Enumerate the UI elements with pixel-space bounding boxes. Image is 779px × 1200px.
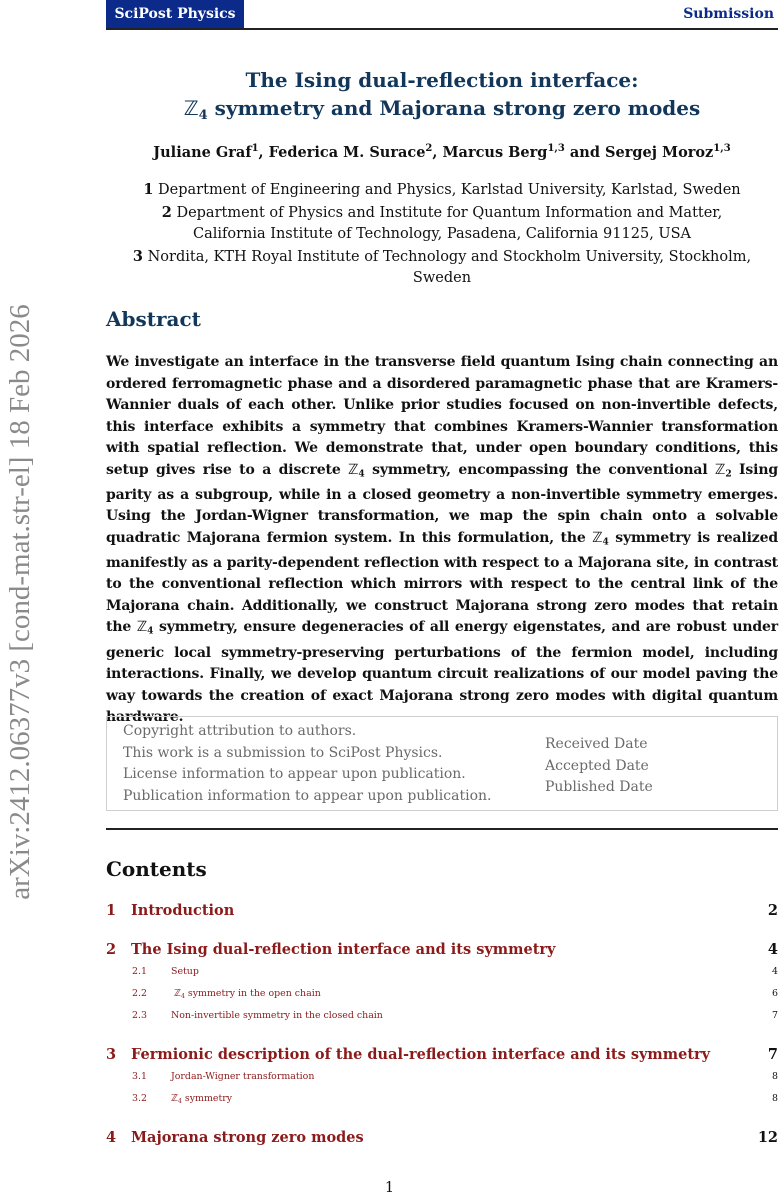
author-name[interactable]: Sergej Moroz (605, 143, 714, 161)
table-of-contents (106, 900, 778, 1149)
affiliation-text: Nordita, KTH Royal Institute of Technology and Stockholm University, Stockholm, Sweden (147, 248, 752, 286)
header-rule (106, 28, 778, 30)
toc-number: 4 (106, 1129, 117, 1146)
toc-entry-3[interactable] (106, 1044, 778, 1066)
toc-entry-4[interactable] (106, 1127, 778, 1149)
affiliation-number: 1 (143, 181, 154, 198)
abstract-text: Ising parity as a subgroup, while in a closed geometry a non-invertible symmetry emerges. Using the Jordan-Wigner transformation, we map the spin chain onto a solvable quadratic Majorana fermion system. In this formulation, the (106, 461, 778, 546)
toc-entry-3-2[interactable] (106, 1088, 778, 1110)
z-subscript: 4 (178, 1097, 182, 1105)
author-list (106, 138, 778, 164)
publication-line: Publication information to appear upon publication. (123, 787, 492, 804)
toc-page: 8 (772, 1071, 778, 1082)
accepted-date: Accepted Date (545, 757, 649, 774)
contents-heading: Contents (106, 857, 207, 881)
toc-page: 2 (767, 902, 778, 919)
abstract-text: We investigate an interface in the transverse field quantum Ising chain connecting an ordered ferromagnetic phase and a disordered paramagnetic phase that are Kramers-Wannier duals of each other. Unlike prior studies focused on non-invertible defects, this interface exhibits a symmetry that combines Kramers-Wannier transformation with spatial reflection. We demonstrate that, under open boundary conditions, this setup gives rise to a discrete (106, 354, 778, 478)
license-line: License information to appear upon publication. (123, 766, 466, 782)
toc-label[interactable]: Non-invertible symmetry in the closed chain (171, 1010, 383, 1021)
section-divider (106, 828, 778, 830)
toc-label[interactable]: Jordan-Wigner transformation (171, 1071, 315, 1082)
z-subscript: 4 (602, 536, 609, 548)
toc-entry-2-1[interactable] (106, 961, 778, 983)
z-subscript: 2 (725, 468, 732, 480)
title-line-2 (106, 94, 778, 130)
z-subscript: 4 (198, 107, 208, 123)
author-name[interactable]: Juliane Graf (153, 143, 252, 161)
author-name[interactable]: Marcus Berg (442, 143, 548, 161)
toc-entry-2-2[interactable] (106, 983, 778, 1005)
title-line-2-text: symmetry and Majorana strong zero modes (207, 96, 701, 120)
toc-number: 3.2 (132, 1093, 147, 1104)
toc-page: 4 (767, 941, 778, 958)
abstract-heading: Abstract (106, 307, 201, 331)
abstract-text: symmetry, ensure degeneracies of all energy eigenstates, and are robust under generic local symmetry-preserving perturbations of the fermion model, including interactions. Finally, we develop quantum circuit realizations of our model paving the way towards the creation of exact Majorana strong zero modes with digital quantum hardware. (106, 619, 778, 726)
z-symbol: ℤ (592, 529, 603, 546)
toc-label[interactable]: Setup (171, 966, 199, 977)
toc-label[interactable]: The Ising dual-reflection interface and its symmetry (131, 941, 556, 958)
toc-page: 7 (767, 1046, 778, 1063)
author-separator: , (258, 143, 269, 161)
toc-number: 3 (106, 1046, 117, 1063)
toc-page: 7 (772, 1010, 778, 1021)
title-line-1: The Ising dual-reflection interface: (245, 68, 639, 92)
toc-entry-2[interactable] (106, 939, 778, 961)
abstract-body (106, 352, 778, 729)
affiliation-text: Department of Physics and Institute for Quantum Information and Matter, California Institute of Technology, Pasadena, California 91125, USA (176, 204, 723, 242)
affiliation-item (106, 246, 778, 290)
z-symbol: ℤ (174, 988, 182, 999)
paper-title (106, 66, 778, 130)
z-symbol: ℤ (171, 1093, 179, 1104)
affiliations (106, 179, 778, 290)
toc-number: 2.1 (132, 966, 147, 977)
z-symbol: ℤ (715, 461, 726, 478)
author-name[interactable]: Federica M. Surace (268, 143, 426, 161)
affiliation-number: 3 (132, 247, 143, 265)
page-number: 1 (384, 1180, 395, 1196)
received-date: Received Date (545, 736, 648, 752)
author-affiliation-mark: 2 (425, 143, 433, 154)
toc-entry-3-1[interactable] (106, 1066, 778, 1088)
published-date: Published Date (545, 779, 653, 795)
z-symbol: ℤ (348, 461, 359, 478)
affiliation-number: 2 (161, 203, 172, 221)
affiliation-item (106, 179, 778, 202)
author-separator: and (564, 143, 606, 161)
z-symbol: ℤ (136, 619, 148, 636)
z-subscript: 4 (358, 468, 365, 480)
publication-info-box (106, 716, 778, 811)
toc-number: 1 (106, 902, 117, 919)
affiliation-item (106, 202, 778, 246)
toc-label[interactable]: Majorana strong zero modes (131, 1129, 364, 1146)
z-subscript: 4 (147, 626, 154, 638)
publication-dates (545, 734, 653, 799)
publication-info-left (123, 721, 491, 807)
toc-page: 4 (772, 966, 778, 977)
abstract-text: symmetry, encompassing the conventional (364, 461, 716, 478)
affiliation-text: Department of Engineering and Physics, Karlstad University, Karlstad, Sweden (158, 182, 741, 198)
toc-number: 2.2 (132, 988, 147, 999)
toc-label-text: symmetry in the open chain (184, 988, 321, 999)
copyright-line: Copyright attribution to authors. (123, 723, 357, 739)
author-affiliation-mark: 1 (251, 143, 259, 154)
z-symbol: ℤ (183, 96, 199, 120)
toc-entry-1[interactable] (106, 900, 778, 922)
submission-label: Submission (683, 6, 774, 22)
toc-page: 6 (772, 988, 778, 999)
toc-page: 12 (757, 1129, 778, 1146)
z-subscript: 4 (181, 992, 185, 1000)
toc-page: 8 (772, 1093, 778, 1104)
author-affiliation-mark: 1,3 (713, 143, 731, 154)
submission-line: This work is a submission to SciPost Physics. (123, 744, 443, 761)
author-affiliation-mark: 1,3 (547, 143, 565, 154)
toc-label[interactable] (171, 1088, 232, 1113)
toc-number: 3.1 (132, 1071, 147, 1082)
toc-number: 2.3 (132, 1010, 147, 1021)
toc-entry-2-3[interactable] (106, 1005, 778, 1027)
journal-tag: SciPost Physics (106, 0, 244, 28)
author-separator: , (432, 143, 443, 161)
arxiv-identifier[interactable]: arXiv:2412.06377v3 [cond-mat.str-el] 18 Feb 2026 (4, 304, 36, 900)
toc-label[interactable]: Fermionic description of the dual-reflection interface and its symmetry (131, 1046, 711, 1063)
toc-label-text: symmetry (181, 1093, 233, 1104)
toc-number: 2 (106, 941, 117, 958)
abstract-text: symmetry is realized manifestly as a parity-dependent reflection with respect to a Majorana site, in contrast to the conventional reflection which mirrors with respect to the central link of the Majorana chain. Additionally, we construct Majorana strong zero modes that retain the (106, 529, 778, 636)
toc-label[interactable]: Introduction (131, 902, 235, 919)
page-header (106, 0, 778, 30)
